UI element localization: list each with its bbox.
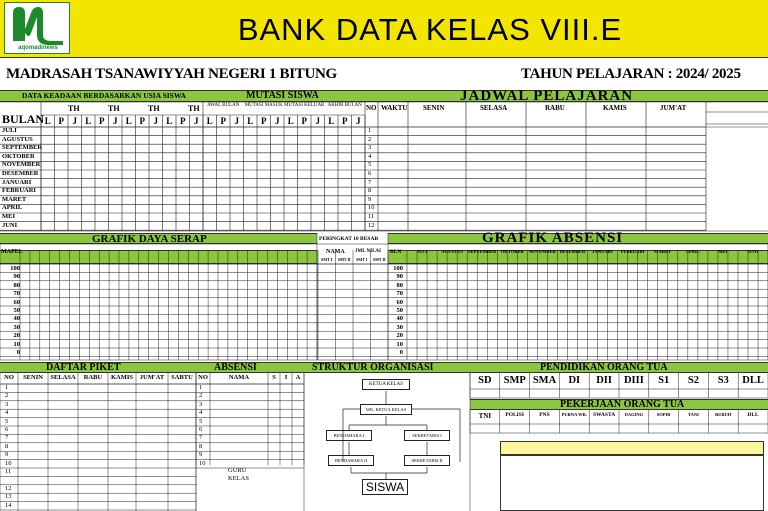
pendidikan-col: DIII [623,375,644,386]
jadwal-day-rabu: RABU [545,104,565,112]
pekerjaan-col: DLL [747,412,759,418]
jadwal-day-jumat: JUM'AT [660,104,687,112]
lp-cell: P [139,116,145,126]
scale-tick: 60 [13,298,20,306]
peringkat-nama: NAMA [326,249,345,255]
absensi-no: 9 [199,451,203,459]
lp-cell: P [261,116,267,126]
lp-cell: P [342,116,348,126]
mapel-label: MAPEL [1,249,23,255]
piket-no: 10 [5,459,12,467]
pendidikan-col: S1 [658,375,670,386]
pendidikan-col: SMP [503,375,526,386]
jadwal-no: 4 [368,152,372,160]
month-label: NOVEMBER [2,161,41,169]
kelas-label: KELAS [228,475,249,482]
month-label: OKTOBER [2,152,35,160]
absensi-col: I [284,374,288,381]
jadwal-no: 1 [368,127,372,134]
pendidikan-col: DLL [742,375,764,386]
lp-cell: J [315,116,320,126]
scale-tick: 40 [13,315,20,323]
usia-th-2: TH [108,104,120,113]
piket-col: SELASA [50,374,76,381]
struktur-title: STRUKTUR ORGANISASI [312,362,434,373]
scale-tick: 70 [13,290,20,298]
peringkat-nilai: JML NILAI [355,249,381,254]
month-label: MEI [2,212,15,220]
lp-cell: J [356,116,361,126]
pendidikan-col: S2 [687,375,700,386]
lp-cell: J [275,116,280,126]
pendidikan-col: DI [568,375,581,386]
scale-tick: 20 [396,332,403,340]
piket-no: 6 [5,425,9,433]
lp-cell: L [166,116,173,126]
scale-tick: 80 [396,281,403,289]
absensi-no: 10 [199,459,206,467]
scale-tick: 100 [10,265,20,272]
usia-th-4: TH [188,104,200,113]
jadwal-day-kamis: KAMIS [603,104,627,112]
usia-bulan-header: BULAN [2,112,45,126]
logo-text: aqomadinews [18,45,58,51]
piket-no: 11 [5,467,12,475]
piket-col: KAMIS [110,374,134,381]
lp-cell: L [328,116,335,126]
absensi-month: JULI [416,249,428,254]
scale-tick: 70 [396,290,403,298]
piket-col: RABU [83,374,103,381]
pekerjaan-col: SWASTA [592,412,616,418]
lp-cell: P [220,116,226,126]
scale-tick: 20 [13,332,20,340]
jadwal-no: 7 [368,178,372,186]
guru-label: GURU [228,467,247,474]
jadwal-no: 10 [368,204,375,212]
piket-col: NO [4,374,14,381]
pekerjaan-col: PURNA WR. [561,412,587,417]
lp-cell: P [99,116,105,126]
lp-cell: P [180,116,186,126]
usia-title: DATA KEADAAN BERDASARKAN USIA SISWA [22,91,186,100]
scale-tick: 30 [13,323,20,331]
pekerjaan-title: PEKERJAAN ORANG TUA [560,399,685,410]
struktur-ketua: KETUA KELAS [362,379,410,390]
piket-col: JUM'AT [139,374,165,381]
lp-cell: J [153,116,158,126]
absensi-no: 7 [199,434,203,442]
absensi-title: ABSENSI [214,362,257,373]
usia-th-3: TH [148,104,160,113]
absensi-month: MARET [654,249,672,254]
usia-th-1: TH [68,104,80,113]
scale-tick: 40 [396,315,403,323]
lp-cell: L [85,116,92,126]
school-year: TAHUN PELAJARAN : 2024/ 2025 [521,66,741,82]
absensi-no: 2 [199,392,203,400]
lp-cell: J [72,116,77,126]
absensi-month: NOVEMBER [528,249,556,254]
mutasi-col: MUTASI KELUAR [284,103,325,108]
jadwal-no: 12 [368,221,375,229]
pekerjaan-col: BURUH [715,412,732,417]
absensi-col: A [295,374,301,381]
scale-tick: 50 [13,306,20,314]
scale-tick: 90 [13,273,20,281]
jadwal-title: JADWAL PELAJARAN [460,88,634,104]
jadwal-no: 6 [368,169,372,177]
peringkat-sub-cell: SMT II [372,257,386,262]
lp-cell: L [44,116,51,126]
jadwal-waktu-header: WAKTU [381,104,408,112]
pekerjaan-col: TANI [688,412,699,417]
jadwal-no-header: NO [366,104,377,112]
jadwal-day-selasa: SELASA [480,104,508,112]
absensi-col: S [272,374,276,381]
struktur-bendahara-2: BENDAHARA II [328,455,374,466]
pendidikan-col: SD [478,375,492,386]
scale-tick: 100 [393,265,403,272]
scale-tick: 80 [13,281,20,289]
month-label: SEPTEMBER [2,144,43,152]
pekerjaan-col: TNI [478,412,492,420]
absensi-no: 1 [199,384,203,391]
piket-no: 3 [5,400,9,408]
absensi-no: 4 [199,409,203,417]
jadwal-no: 8 [368,187,372,195]
absensi-chart-title: GRAFIK ABSENSI [482,230,624,246]
scale-tick: 50 [396,306,403,314]
struktur-sekretaris: SEKRETARIS I [404,430,450,441]
jadwal-no: 5 [368,161,372,169]
struktur-siswa: SISWA [362,479,408,495]
piket-col: SENIN [23,374,43,381]
lp-cell: L [125,116,132,126]
mutasi-col: AWAL BULAN [207,103,240,108]
scale-tick: 0 [399,348,403,356]
absensi-month: APRIL [685,249,700,254]
piket-col: SABTU [171,374,193,381]
peringkat-title: PERINGKAT 10 BESAR [319,236,379,242]
absensi-month: JUNI [747,249,759,254]
scale-tick: 10 [396,340,403,348]
jadwal-no: 2 [368,135,372,143]
pekerjaan-col: DAGING [624,412,644,417]
pekerjaan-col: PNS [539,412,550,418]
absensi-month: DESEMBER [559,249,586,254]
mutasi-col: AKHIR BULAN [327,103,362,108]
month-label: FEBRUARI [2,187,36,195]
lp-cell: L [247,116,254,126]
lp-cell: L [206,116,213,126]
month-label: JUNI [2,221,18,229]
pekerjaan-col: SOPIR [656,412,671,417]
mutasi-col: MUTASI MASUK [244,103,283,108]
piket-no: 1 [5,384,9,391]
peringkat-sub-cell: SMT II [337,257,351,262]
lp-cell: J [113,116,118,126]
lp-cell: P [301,116,307,126]
piket-no: 4 [5,409,9,417]
school-name: MADRASAH TSANAWIYYAH NEGERI 1 BITUNG [6,66,337,82]
piket-no: 14 [5,501,12,509]
peringkat-sub-cell: SMT I [321,257,333,262]
pekerjaan-col: POLISI [505,412,525,418]
piket-no: 5 [5,417,9,425]
struktur-sekretaris-2: SEKRETARIS II [404,455,450,466]
lp-cell: J [194,116,199,126]
struktur-bendahara: BENDAHARA I [326,430,372,441]
pendidikan-col: SMA [532,375,557,386]
month-label: MARET [2,195,27,203]
absensi-month: OKTOBER [500,249,524,254]
mutasi-title: MUTASI SISWA [246,90,319,101]
bln-label: BLN [390,249,402,255]
piket-no: 13 [5,493,12,501]
scale-tick: 0 [16,348,20,356]
month-label: JANUARI [2,178,32,186]
pendidikan-col: S3 [717,375,729,386]
lp-cell: J [234,116,239,126]
scale-tick: 30 [396,323,403,331]
piket-no: 8 [5,442,9,450]
absensi-month: SEPTEMBER [468,249,497,254]
scale-tick: 10 [13,340,20,348]
lp-cell: L [287,116,294,126]
absensi-month: MEI [718,249,728,254]
piket-no: 12 [5,484,12,492]
peringkat-sub-cell: SMT I [356,257,368,262]
month-label: JULI [2,127,17,134]
jadwal-no: 11 [368,212,375,220]
jadwal-day-senin: SENIN [423,104,445,112]
absensi-no: 8 [199,442,203,450]
lp-cell: P [58,116,64,126]
absensi-no: 5 [199,417,203,425]
jadwal-no: 3 [368,144,372,152]
month-label: AGUSTUS [2,135,33,143]
absensi-month: JANUARI [592,249,613,254]
scale-tick: 60 [396,298,403,306]
piket-no: 2 [5,392,9,400]
month-label: APRIL [2,204,23,212]
absensi-month: AGUSTUS [441,249,463,254]
pendidikan-col: DII [596,375,612,386]
page-title: BANK DATA KELAS VIII.E [237,12,623,47]
absensi-no: 3 [199,400,203,408]
daya-serap-title: GRAFIK DAYA SERAP [92,233,207,245]
pendidikan-title: PENDIDIKAN ORANG TUA [540,362,668,373]
piket-no: 9 [5,451,9,459]
month-label: DESEMBER [2,169,39,177]
piket-title: DAFTAR PIKET [46,362,121,373]
absensi-no: 6 [199,425,203,433]
absensi-col: NAMA [228,374,250,381]
jadwal-no: 9 [368,195,372,203]
absensi-month: FEBRUARI [620,249,645,254]
piket-no: 7 [5,434,9,442]
absensi-col: NO [198,374,208,381]
struktur-wakil: WK. KETUA KELAS [360,404,412,415]
scale-tick: 90 [396,273,403,281]
